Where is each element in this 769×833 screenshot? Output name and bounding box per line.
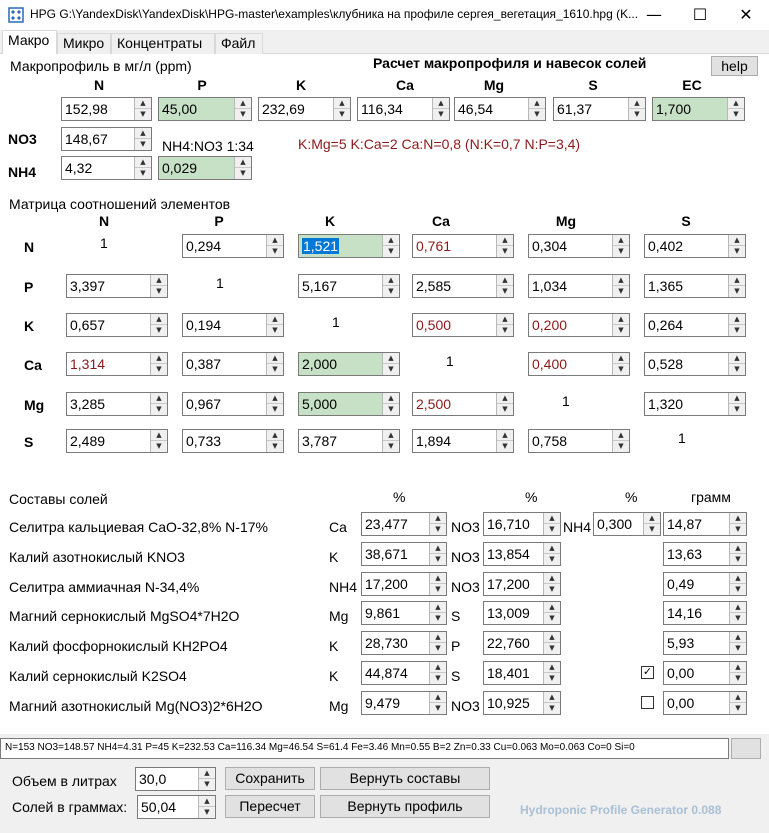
spinner-icon[interactable]: ▲ ▼	[382, 275, 399, 297]
salt-grams-value: 14,16	[667, 605, 703, 621]
salt-grams-value: 0,00	[667, 695, 695, 711]
salt-pct-1[interactable]	[361, 661, 447, 685]
recalc-button[interactable]: Пересчет	[225, 795, 315, 818]
salt-element-1: Mg	[329, 608, 349, 624]
matrix-cell-n-s[interactable]	[644, 234, 746, 258]
matrix-cell-k-ca[interactable]	[412, 313, 514, 337]
spinner-icon[interactable]: ▲ ▼	[266, 353, 283, 375]
app-icon	[8, 7, 24, 23]
spinner-icon[interactable]: ▲ ▼	[496, 275, 513, 297]
salt-element-3: NH4	[563, 519, 592, 535]
hdr-n: N	[93, 77, 105, 93]
matrix-cell-k-s-value: 0,264	[648, 317, 684, 333]
salt-pct-2-value: 22,760	[487, 635, 530, 651]
salt-element-1: Mg	[329, 698, 349, 714]
matrix-cell-s-p[interactable]	[182, 429, 284, 453]
spinner-icon[interactable]: ▲ ▼	[134, 98, 151, 120]
nh4-no3-ratio: NH4:NO3 1:34	[162, 138, 254, 154]
matrix-cell-n-ca[interactable]	[412, 234, 514, 258]
minimize-icon[interactable]: —	[646, 5, 662, 24]
matrix-cell-n-s-value: 0,402	[648, 238, 684, 254]
spinner-icon[interactable]: ▲ ▼	[429, 632, 446, 654]
salt-pct-3[interactable]	[593, 512, 661, 536]
spinner-icon[interactable]: ▲ ▼	[134, 157, 151, 179]
n-field[interactable]: 152,98 ▲ ▼	[61, 97, 152, 121]
salt-grams-value: 0,00	[667, 665, 695, 681]
salt-name: Калий азотнокислый KNO3	[9, 549, 185, 565]
salt-grams[interactable]	[663, 542, 747, 566]
matrix-diagonal-one: 1	[562, 393, 570, 409]
matrix-col-k: K	[324, 213, 336, 229]
salt-pct-2[interactable]	[483, 542, 561, 566]
spinner-icon[interactable]: ▲ ▼	[432, 98, 449, 120]
hdr-k: K	[295, 77, 307, 93]
spinner-icon[interactable]: ▲ ▼	[728, 275, 745, 297]
spinner-icon[interactable]: ▲ ▼	[266, 393, 283, 415]
salt-element-2: NO3	[451, 549, 480, 565]
salt-pct-2[interactable]	[483, 631, 561, 655]
restore-profile-button[interactable]: Вернуть профиль	[320, 795, 490, 818]
tab-file[interactable]: Файл	[215, 33, 263, 54]
salt-pct-2-value: 16,710	[487, 516, 530, 532]
macro-profile-title: Макропрофиль в мг/л (ppm)	[10, 58, 192, 74]
spinner-icon[interactable]: ▲ ▼	[643, 513, 660, 535]
p-field[interactable]: 45,00 ▲ ▼	[158, 97, 252, 121]
salt-pct-2[interactable]	[483, 512, 561, 536]
salt-element-1: K	[329, 638, 339, 654]
spinner-icon[interactable]: ▲ ▼	[728, 235, 745, 257]
spinner-icon[interactable]: ▲ ▼	[729, 573, 746, 595]
matrix-cell-p-ca[interactable]	[412, 274, 514, 298]
spinner-icon[interactable]: ▲ ▼	[266, 430, 283, 452]
spinner-icon[interactable]: ▲ ▼	[543, 573, 560, 595]
spinner-icon[interactable]: ▲ ▼	[612, 353, 629, 375]
salt-grams-value: 13,63	[667, 546, 703, 562]
matrix-cell-s-n-value: 2,489	[70, 433, 106, 449]
salt-lock-checkbox[interactable]: ✓	[642, 666, 653, 678]
spinner-icon[interactable]: ▲ ▼	[612, 275, 629, 297]
calc-title: Расчет макропрофиля и навесок солей	[373, 55, 647, 71]
salt-grams[interactable]	[663, 631, 747, 655]
salt-pct-2[interactable]	[483, 572, 561, 596]
salt-pct-2-value: 13,854	[487, 546, 530, 562]
salts-pct-header-1: %	[393, 489, 406, 505]
macro-ratios: K:Mg=5 K:Ca=2 Ca:N=0,8 (N:K=0,7 N:P=3,4)	[298, 136, 581, 152]
spinner-icon[interactable]: ▲ ▼	[496, 430, 513, 452]
hdr-ec: EC	[682, 77, 702, 93]
matrix-cell-s-mg-value: 0,758	[532, 433, 568, 449]
spinner-icon[interactable]: ▲ ▼	[429, 573, 446, 595]
matrix-cell-mg-ca[interactable]	[412, 392, 514, 416]
salt-pct-2-value: 13,009	[487, 605, 530, 621]
salts-pct-header-2: %	[525, 489, 538, 505]
salt-element-1: Ca	[329, 519, 347, 535]
salts-total-label: Солей в граммах:	[12, 799, 128, 815]
spinner-icon[interactable]: ▲ ▼	[382, 393, 399, 415]
matrix-cell-s-k[interactable]	[298, 429, 400, 453]
matrix-cell-mg-n-value: 3,285	[70, 396, 106, 412]
salt-pct-1-value: 38,671	[365, 546, 408, 562]
matrix-cell-mg-p-value: 0,967	[186, 396, 222, 412]
salt-pct-1[interactable]	[361, 512, 447, 536]
spinner-icon[interactable]: ▲ ▼	[150, 393, 167, 415]
matrix-cell-mg-n[interactable]	[66, 392, 168, 416]
salt-pct-3-value: 0,300	[597, 516, 633, 532]
hdr-mg: Mg	[483, 77, 505, 93]
spinner-icon[interactable]: ▲ ▼	[727, 98, 744, 120]
close-icon[interactable]: ✕	[739, 5, 753, 24]
spinner-icon[interactable]: ▲ ▼	[729, 602, 746, 624]
matrix-diagonal-one: 1	[446, 353, 454, 369]
matrix-cell-p-k[interactable]	[298, 274, 400, 298]
matrix-cell-ca-k[interactable]	[298, 352, 400, 376]
spinner-icon[interactable]: ▲ ▼	[234, 157, 251, 179]
maximize-icon[interactable]: ☐	[692, 5, 708, 24]
spinner-icon[interactable]: ▲ ▼	[429, 692, 446, 714]
matrix-cell-s-n[interactable]	[66, 429, 168, 453]
title-bar[interactable]	[0, 0, 769, 30]
tab-micro[interactable]: Микро	[57, 33, 111, 54]
salt-pct-2-value: 18,401	[487, 665, 530, 681]
spinner-icon[interactable]: ▲ ▼	[543, 543, 560, 565]
matrix-row-s: S	[24, 434, 34, 450]
matrix-cell-s-ca-value: 1,894	[416, 433, 452, 449]
salt-pct-1-value: 28,730	[365, 635, 408, 651]
spinner-icon[interactable]: ▲ ▼	[382, 430, 399, 452]
matrix-cell-mg-s[interactable]	[644, 392, 746, 416]
matrix-cell-ca-p-value: 0,387	[186, 356, 222, 372]
matrix-row-ca: Ca	[24, 357, 42, 373]
matrix-cell-mg-s-value: 1,320	[648, 396, 684, 412]
salt-pct-2[interactable]	[483, 691, 561, 715]
matrix-title: Матрица соотношений элементов	[9, 196, 231, 212]
matrix-cell-k-ca-value: 0,500	[416, 317, 452, 333]
spinner-icon[interactable]: ▲ ▼	[382, 235, 399, 257]
salt-name: Селитра кальциевая CaO-32,8% N-17%	[9, 519, 268, 535]
matrix-cell-n-k[interactable]	[298, 234, 400, 258]
salt-pct-1-value: 17,200	[365, 576, 408, 592]
spinner-icon[interactable]: ▲ ▼	[728, 314, 745, 336]
salt-grams[interactable]	[663, 661, 747, 685]
status-bar: N=153 NO3=148.57 NH4=4.31 P=45 K=232.53 Ca=116.34 Mg=46.54 S=61.4 Fe=3.46 Mn=0.55 B=2 Zn=0.33 Cu=0.063 Mo=0.063 Co=0 Si=0	[0, 738, 729, 759]
hdr-s: S	[588, 77, 598, 93]
matrix-cell-p-s[interactable]	[644, 274, 746, 298]
spinner-icon[interactable]: ▲ ▼	[429, 513, 446, 535]
no3-label: NO3	[8, 131, 37, 147]
k-field[interactable]: 232,69 ▲ ▼	[258, 97, 351, 121]
matrix-cell-ca-n-value: 1,314	[70, 356, 106, 372]
spinner-icon[interactable]: ▲ ▼	[729, 692, 746, 714]
salt-element-2: S	[451, 608, 461, 624]
matrix-cell-k-s[interactable]	[644, 313, 746, 337]
spinner-icon[interactable]: ▲ ▼	[150, 430, 167, 452]
salt-element-2: NO3	[451, 698, 480, 714]
spinner-icon[interactable]: ▲ ▼	[543, 602, 560, 624]
spinner-icon[interactable]: ▲ ▼	[612, 430, 629, 452]
matrix-row-p: P	[24, 279, 34, 295]
ca-field[interactable]: 116,34 ▲ ▼	[357, 97, 450, 121]
salt-pct-1-value: 9,479	[365, 695, 401, 711]
matrix-diagonal-one: 1	[216, 275, 224, 291]
matrix-cell-ca-k-value: 2,000	[302, 356, 338, 372]
matrix-col-mg: Mg	[555, 213, 577, 229]
spinner-icon[interactable]: ▲ ▼	[729, 632, 746, 654]
matrix-cell-ca-s-value: 0,528	[648, 356, 684, 372]
nh4-label: NH4	[8, 164, 37, 180]
salt-pct-1[interactable]	[361, 572, 447, 596]
matrix-cell-mg-p[interactable]	[182, 392, 284, 416]
salt-grams-value: 14,87	[667, 516, 703, 532]
spinner-icon[interactable]: ▲ ▼	[150, 353, 167, 375]
spinner-icon[interactable]: ▲ ▼	[234, 98, 251, 120]
salt-element-2: NO3	[451, 519, 480, 535]
matrix-cell-s-p-value: 0,733	[186, 433, 222, 449]
matrix-cell-k-p-value: 0,194	[186, 317, 222, 333]
spinner-icon[interactable]: ▲ ▼	[728, 353, 745, 375]
matrix-cell-k-mg[interactable]	[528, 313, 630, 337]
salt-grams[interactable]	[663, 512, 747, 536]
salt-pct-2-value: 10,925	[487, 695, 530, 711]
salt-lock-checkbox[interactable]	[641, 696, 654, 709]
matrix-cell-p-mg-value: 1,034	[532, 278, 568, 294]
restore-salts-button[interactable]: Вернуть составы	[320, 767, 490, 790]
salt-name: Магний азотнокислый Mg(NO3)2*6H2O	[9, 698, 263, 714]
matrix-cell-p-ca-value: 2,585	[416, 278, 452, 294]
spinner-icon[interactable]: ▲ ▼	[429, 662, 446, 684]
matrix-cell-mg-k-value: 5,000	[302, 396, 338, 412]
matrix-cell-p-n-value: 3,397	[70, 278, 106, 294]
matrix-cell-n-mg[interactable]	[528, 234, 630, 258]
nh4-ratio-field[interactable]: 0,029 ▲ ▼	[158, 156, 252, 180]
matrix-col-p: P	[214, 213, 224, 229]
matrix-cell-s-k-value: 3,787	[302, 433, 338, 449]
salt-name: Калий сернокислый K2SO4	[9, 668, 187, 684]
matrix-cell-k-n-value: 0,657	[70, 317, 106, 333]
matrix-cell-mg-k[interactable]	[298, 392, 400, 416]
nh4-field[interactable]: 4,32 ▲ ▼	[61, 156, 152, 180]
spinner-icon[interactable]: ▲ ▼	[612, 314, 629, 336]
spinner-icon[interactable]: ▲ ▼	[496, 314, 513, 336]
matrix-diagonal-one: 1	[678, 430, 686, 446]
spinner-icon[interactable]: ▲ ▼	[429, 602, 446, 624]
spinner-icon[interactable]: ▲ ▼	[612, 235, 629, 257]
salt-pct-2[interactable]	[483, 661, 561, 685]
salt-grams-value: 0,49	[667, 576, 695, 592]
salt-pct-1[interactable]	[361, 691, 447, 715]
matrix-cell-k-n[interactable]	[66, 313, 168, 337]
salt-element-1: K	[329, 549, 339, 565]
matrix-row-k: K	[24, 318, 35, 334]
spinner-icon[interactable]: ▲ ▼	[543, 632, 560, 654]
spinner-icon[interactable]: ▲ ▼	[150, 275, 167, 297]
salt-pct-2[interactable]	[483, 601, 561, 625]
salt-element-2: NO3	[451, 579, 480, 595]
tab-macro[interactable]: Макро	[2, 30, 57, 54]
matrix-col-ca: Ca	[432, 213, 450, 229]
spinner-icon[interactable]: ▲ ▼	[266, 235, 283, 257]
spinner-icon[interactable]: ▲ ▼	[543, 662, 560, 684]
volume-label: Объем в литрах	[12, 773, 117, 789]
spinner-icon[interactable]: ▲ ▼	[729, 543, 746, 565]
spinner-icon[interactable]: ▲ ▼	[729, 513, 746, 535]
matrix-cell-n-ca-value: 0,761	[416, 238, 452, 254]
matrix-cell-ca-n[interactable]	[66, 352, 168, 376]
spinner-icon[interactable]: ▲ ▼	[728, 393, 745, 415]
salt-name: Магний сернокислый MgSO4*7H2O	[9, 608, 240, 624]
spinner-icon[interactable]: ▲ ▼	[266, 314, 283, 336]
no3-field[interactable]: 148,67 ▲ ▼	[61, 127, 152, 151]
status-side-button[interactable]	[731, 738, 761, 759]
matrix-cell-p-n[interactable]	[66, 274, 168, 298]
matrix-cell-p-mg[interactable]	[528, 274, 630, 298]
matrix-cell-mg-ca-value: 2,500	[416, 396, 452, 412]
matrix-cell-p-s-value: 1,365	[648, 278, 684, 294]
salt-pct-1[interactable]	[361, 601, 447, 625]
spinner-icon[interactable]: ▲ ▼	[496, 235, 513, 257]
spinner-icon[interactable]: ▲ ▼	[134, 128, 151, 150]
salt-name: Калий фосфорнокислый KH2PO4	[9, 638, 228, 654]
hdr-p: P	[197, 77, 207, 93]
matrix-cell-k-p[interactable]	[182, 313, 284, 337]
salts-title: Составы солей	[9, 491, 108, 507]
salt-grams[interactable]	[663, 691, 747, 715]
spinner-icon[interactable]: ▲ ▼	[729, 662, 746, 684]
salt-pct-1-value: 44,874	[365, 665, 408, 681]
matrix-col-n: N	[98, 213, 110, 229]
matrix-diagonal-one: 1	[332, 314, 340, 330]
matrix-cell-n-mg-value: 0,304	[532, 238, 568, 254]
matrix-col-s: S	[681, 213, 691, 229]
matrix-row-n: N	[24, 239, 35, 255]
ec-field[interactable]: 1,700 ▲ ▼	[652, 97, 745, 121]
spinner-icon[interactable]: ▲ ▼	[496, 393, 513, 415]
matrix-cell-ca-mg[interactable]	[528, 352, 630, 376]
spinner-icon[interactable]: ▲ ▼	[543, 513, 560, 535]
spinner-icon[interactable]: ▲ ▼	[628, 98, 645, 120]
spinner-icon[interactable]: ▲ ▼	[150, 314, 167, 336]
spinner-icon[interactable]: ▲ ▼	[528, 98, 545, 120]
salts-pct-header-3: %	[625, 489, 638, 505]
spinner-icon[interactable]: ▲ ▼	[543, 692, 560, 714]
save-button[interactable]: Сохранить	[225, 767, 315, 790]
spinner-icon[interactable]: ▲ ▼	[333, 98, 350, 120]
salt-element-1: K	[329, 668, 339, 684]
matrix-cell-n-k-value: 1,521	[303, 238, 339, 254]
matrix-cell-n-p-value: 0,294	[186, 238, 222, 254]
matrix-cell-s-mg[interactable]	[528, 429, 630, 453]
matrix-cell-k-mg-value: 0,200	[532, 317, 568, 333]
volume-field[interactable]: 30,0 ▲ ▼	[135, 767, 216, 791]
salt-grams-value: 5,93	[667, 635, 695, 651]
matrix-cell-p-k-value: 5,167	[302, 278, 338, 294]
app-brand: Hydroponic Profile Generator 0.088	[520, 803, 722, 817]
window-title: HPG G:\YandexDisk\YandexDisk\HPG-master\examples\клубника на профиле сергея_вегетация_1610.hpg (K...	[30, 7, 639, 21]
matrix-cell-ca-p[interactable]	[182, 352, 284, 376]
s-field[interactable]: 61,37 ▲ ▼	[553, 97, 646, 121]
help-button[interactable]: help	[711, 56, 758, 76]
salt-pct-1[interactable]	[361, 631, 447, 655]
salt-pct-2-value: 17,200	[487, 576, 530, 592]
salts-total-field[interactable]: 50,04 ▲ ▼	[137, 795, 216, 819]
tab-concentrates[interactable]: Концентраты	[111, 33, 215, 54]
salts-gram-header: грамм	[691, 489, 731, 505]
spinner-icon[interactable]: ▲ ▼	[382, 353, 399, 375]
matrix-cell-s-ca[interactable]	[412, 429, 514, 453]
salt-pct-1-value: 23,477	[365, 516, 408, 532]
salt-element-2: S	[451, 668, 461, 684]
salt-name: Селитра аммиачная N-34,4%	[9, 579, 200, 595]
salt-grams[interactable]	[663, 601, 747, 625]
matrix-cell-n-p[interactable]	[182, 234, 284, 258]
matrix-diagonal-one: 1	[100, 235, 108, 251]
hdr-ca: Ca	[396, 77, 414, 93]
spinner-icon[interactable]: ▲ ▼	[429, 543, 446, 565]
salt-element-1: NH4	[329, 579, 358, 595]
matrix-cell-ca-s[interactable]	[644, 352, 746, 376]
salt-pct-1-value: 9,861	[365, 605, 401, 621]
salt-pct-1[interactable]	[361, 542, 447, 566]
salt-element-2: P	[451, 638, 461, 654]
salt-grams[interactable]	[663, 572, 747, 596]
matrix-cell-ca-mg-value: 0,400	[532, 356, 568, 372]
matrix-row-mg: Mg	[24, 397, 45, 413]
mg-field[interactable]: 46,54 ▲ ▼	[454, 97, 546, 121]
